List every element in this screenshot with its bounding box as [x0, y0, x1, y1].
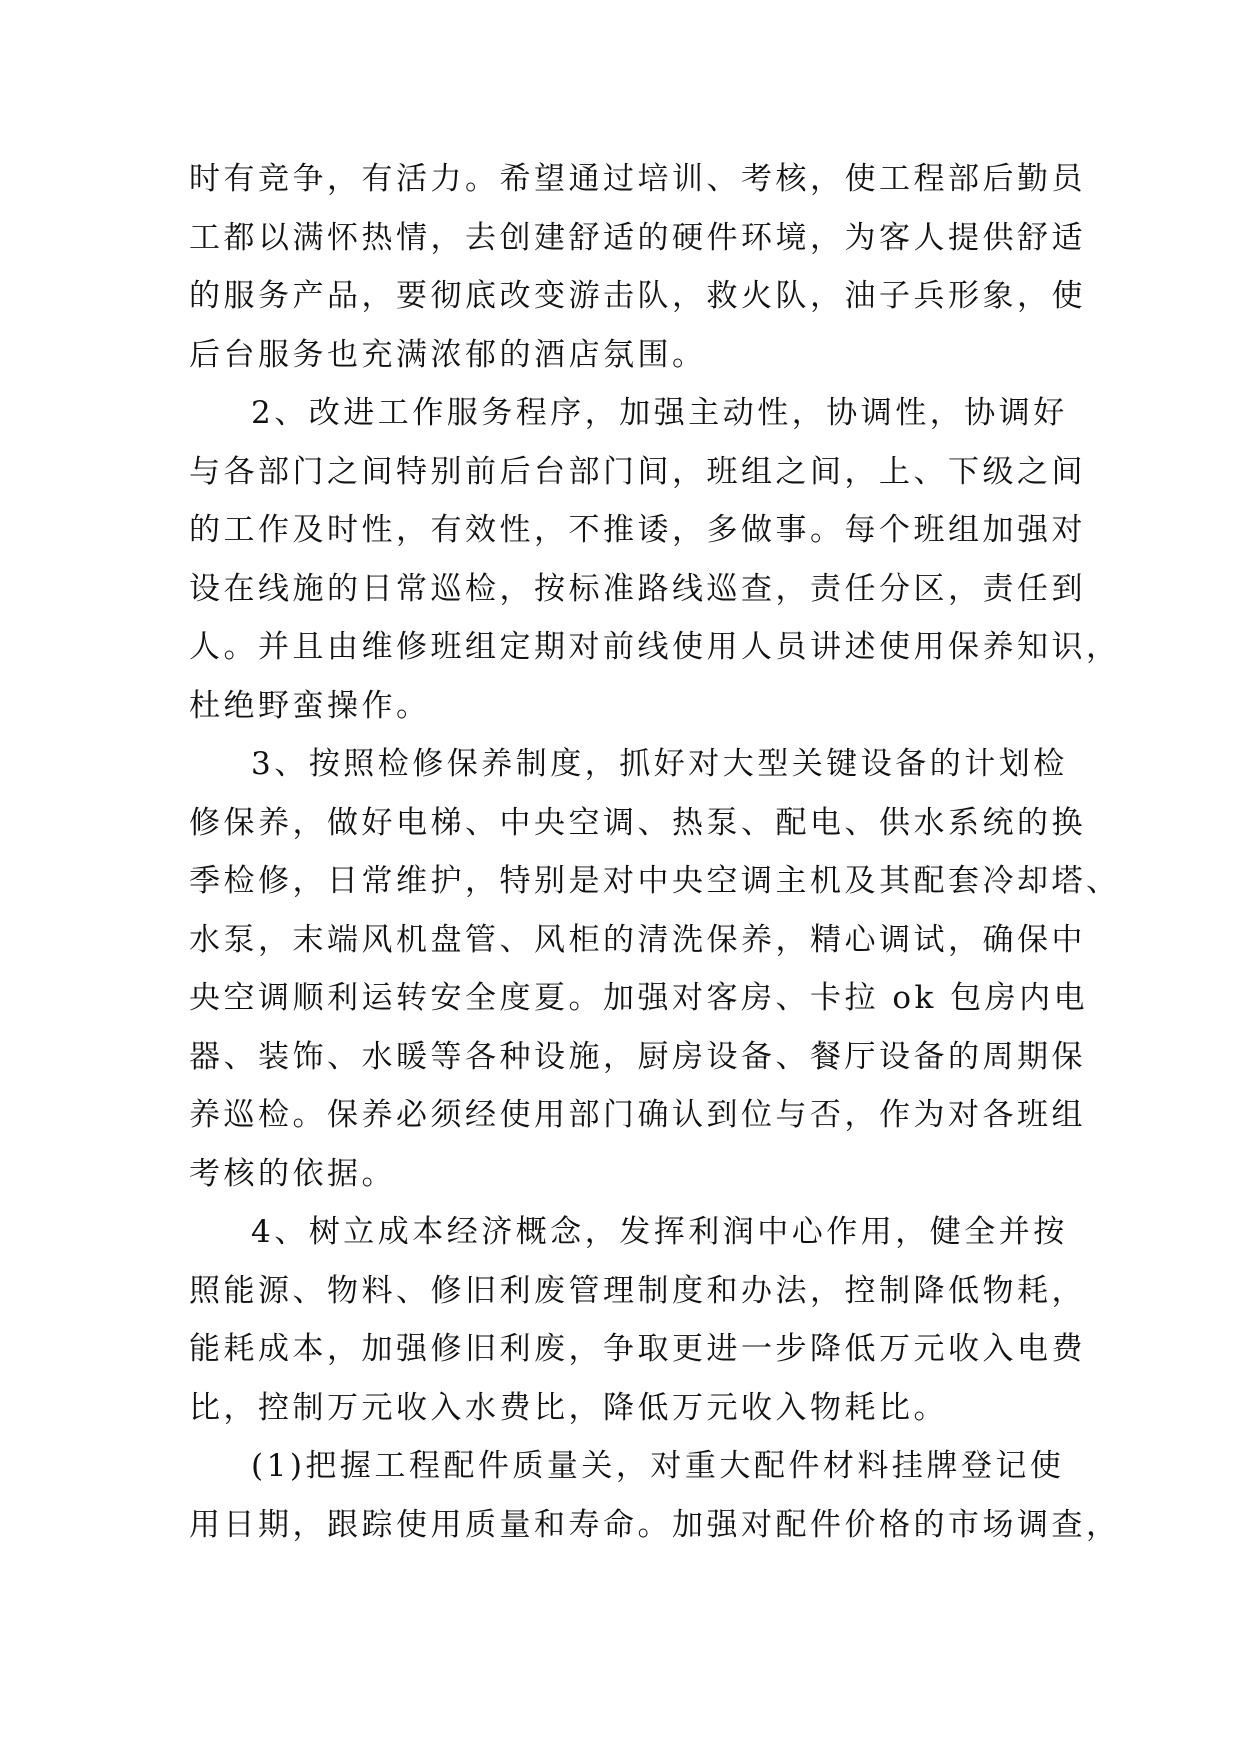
text-line: 与各部门之间特别前后台部门间，班组之间，上、下级之间	[189, 453, 1086, 490]
text-line: 杜绝野蛮操作。	[189, 687, 431, 724]
body-text	[189, 150, 1121, 1554]
text-line: 央空调顺利运转安全度夏。加强对客房、卡拉 ok 包房内电	[189, 980, 1089, 1016]
text-line: 修保养，做好电梯、中央空调、热泵、配电、供水系统的换	[189, 804, 1086, 841]
text-line: 的服务产品，要彻底改变游击队，救火队，油子兵形象，使	[189, 278, 1086, 314]
paragraph-5-start: (1)把握工程配件质量关，对重大配件材料挂牌登记使	[251, 1448, 1065, 1484]
text-line: 器、装饰、水暖等各种设施，厨房设备、餐厅设备的周期保	[189, 1038, 1086, 1075]
paragraph-4-start: 4、树立成本经济概念，发挥利润中心作用，健全并按	[251, 1214, 1068, 1250]
text-line: 能耗成本，加强修旧利废，争取更进一步降低万元收入电费	[189, 1331, 1086, 1367]
text-line: 季检修，日常维护，特别是对中央空调主机及其配套冷却塔、	[189, 863, 1121, 899]
text-line: 比，控制万元收入水费比，降低万元收入物耗比。	[189, 1389, 948, 1426]
text-line: 后台服务也充满浓郁的酒店氛围。	[189, 336, 707, 373]
paragraph-2-start: 2、改进工作服务程序，加强主动性，协调性，协调好	[251, 395, 1068, 431]
text-line: 的工作及时性，有效性，不推诿，多做事。每个班组加强对	[189, 512, 1086, 548]
text-line: 用日期，跟踪使用质量和寿命。加强对配件价格的市场调查，	[189, 1506, 1121, 1543]
text-line: 时有竞争，有活力。希望通过培训、考核，使工程部后勤员	[189, 161, 1086, 197]
text-line: 设在线施的日常巡检，按标准路线巡查，责任分区，责任到	[189, 570, 1086, 607]
text-line: 水泵，末端风机盘管、风柜的清洗保养，精心调试，确保中	[189, 921, 1086, 958]
text-line: 人。并且由维修班组定期对前线使用人员讲述使用保养知识，	[189, 629, 1121, 665]
text-line: 照能源、物料、修旧利废管理制度和办法，控制降低物耗，	[189, 1272, 1086, 1309]
text-line: 考核的依据。	[189, 1155, 396, 1192]
text-line: 养巡检。保养必须经使用部门确认到位与否，作为对各班组	[189, 1097, 1086, 1133]
paragraph-3-start: 3、按照检修保养制度，抓好对大型关键设备的计划检	[251, 746, 1068, 782]
text-line: 工都以满怀热情，去创建舒适的硬件环境，为客人提供舒适	[189, 219, 1086, 256]
